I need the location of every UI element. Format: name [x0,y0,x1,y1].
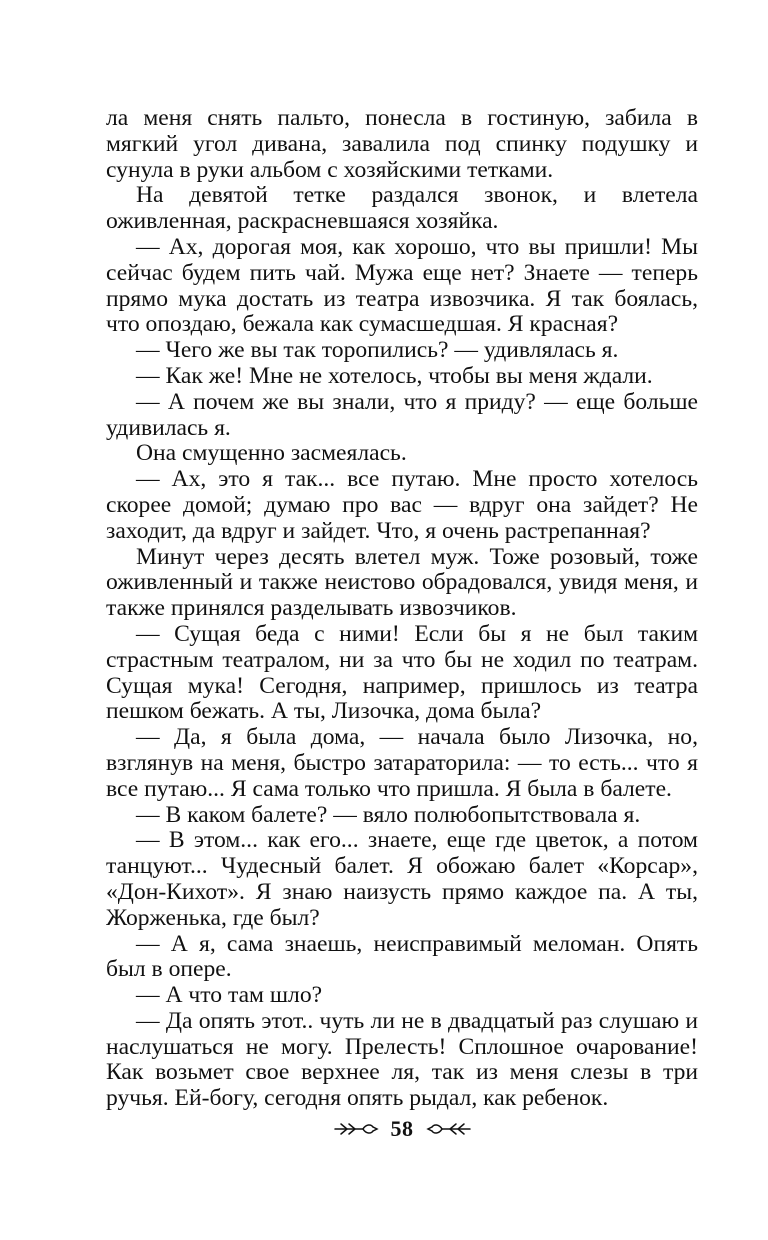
right-ornament-icon [426,1121,472,1137]
paragraph: — В каком балете? — вяло полюбопытствовала я. [136,801,641,828]
paragraph: Минут через десять влетел муж. Тоже розовый, тоже оживленный и также неистово обрадовался, увидя меня, и также принялся разделывать извозчиков. [106,543,698,622]
paragraph: ла меня снять пальто, понесла в гостиную, забила в мягкий угол дивана, завалила под спинку подушку и сунула в руки альбом с хозяйскими тетками. [106,105,698,183]
paragraph: — А что там шло? [136,982,323,1009]
paragraph: — Да, я была дома, — начала было Лизочка, но, взглянув на меня, быстро затараторила: — то есть... что я все путаю... Я сама только что пришла. Я была в балете. [106,724,698,802]
body-text [106,106,698,1112]
page-number: 58 [390,1116,414,1141]
left-ornament-icon [333,1121,379,1137]
paragraph: — Как же! Мне не хотелось, чтобы вы меня ждали. [136,362,653,389]
paragraph: — Сущая беда с ними! Если бы я не был таким страстным театралом, ни за что бы не ходил по театрам. Сущая мука! Сегодня, например, пришлось из театра пешком бежать. А ты, Лизочка, дома была? [106,620,698,725]
paragraph: — Да опять этот.. чуть ли не в двадцатый раз слушаю и наслушаться не могу. Прелесть! Сплошное очарование! Как возьмет свое верхнее ля, так из меня слезы в три ручья. Ей-богу, сегодня опять рыдал, как ребенок. [106,1007,698,1112]
paragraph: — Ах, это я так... все путаю. Мне просто хотелось скорее домой; думаю про вас — вдруг она зайдет? Не заходит, да вдруг и зайдет. Что, я очень растрепанная? [106,466,698,544]
paragraph: — А почем же вы знали, что я приду? — еще больше удивилась я. [106,388,698,441]
page-footer [106,1116,698,1142]
paragraph: — Ах, дорогая моя, как хорошо, что вы пришли! Мы сейчас будем пить чай. Мужа еще нет? Знаете — теперь прямо мука достать из театра извозчика. Я так боялась, что опоздаю, бежала как сумасшедшая. Я красная? [106,233,698,338]
paragraph: Она смущенно засмеялась. [136,440,407,467]
book-page [106,106,698,1146]
paragraph: — А я, сама знаешь, неисправимый меломан. Опять был в опере. [106,930,698,983]
paragraph: На девятой тетке раздался звонок, и влетела оживленная, раскрасневшаяся хозяйка. [106,182,698,235]
paragraph: — В этом... как его... знаете, еще где цветок, а потом танцуют... Чудесный балет. Я обожаю балет «Корсар», «Дон-Кихот». Я знаю наизусть прямо каждое па. А ты, Жорженька, где был? [106,827,698,931]
paragraph: — Чего же вы так торопились? — удивлялась я. [136,337,619,364]
